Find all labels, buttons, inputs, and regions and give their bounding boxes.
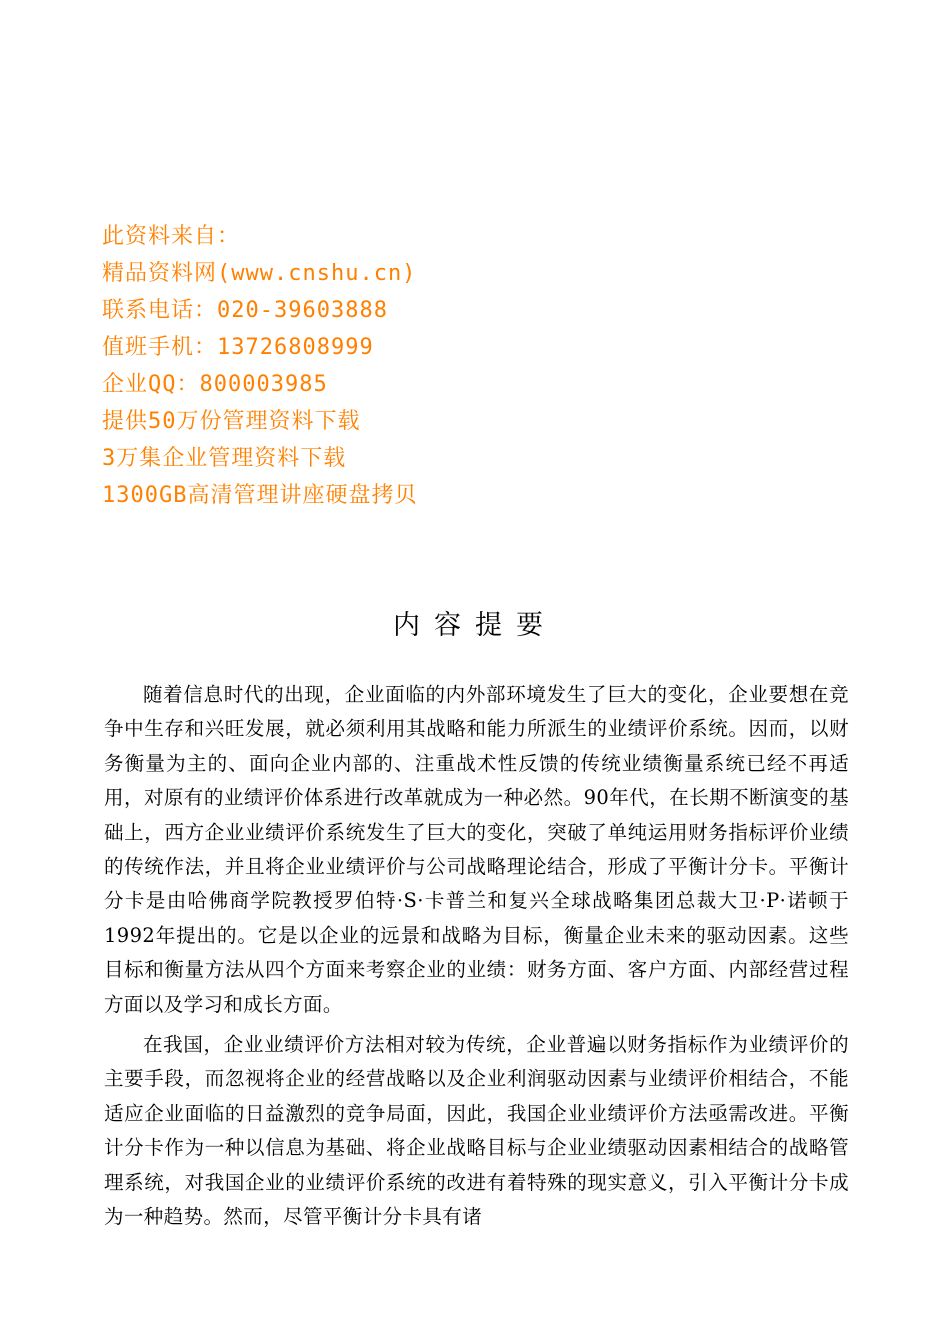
ad-line-phone: 联系电话：020-39603888 xyxy=(102,298,388,323)
source-ad-block xyxy=(102,218,622,514)
document-title: 内容提要 xyxy=(393,610,557,641)
body-paragraph: 在我国，企业业绩评价方法相对较为传统，企业普遍以财务指标作为业绩评价的主要手段，而忽视将企业的经营战略以及企业利润驱动因素与业绩评价相结合，不能适应企业面临的日益激烈的竞争局面，因此，我国企业业绩评价方法亟需改进。平衡计分卡作为一种以信息为基础、将企业战略目标与企业业绩驱动因素相结合的战略管理系统，对我国企业的业绩评价系统的改进有着特殊的现实意义，引入平衡计分卡成为一种趋势。然而，尽管平衡计分卡具有诸 xyxy=(104,1033,849,1229)
body-paragraph: 随着信息时代的出现，企业面临的内外部环境发生了巨大的变化，企业要想在竞争中生存和兴旺发展，就必须利用其战略和能力所派生的业绩评价系统。因而，以财务衡量为主的、面向企业内部的、注重战术性反馈的传统业绩衡量系统已经不再适用，对原有的业绩评价体系进行改革就成为一种必然。90年代，在长期不断演变的基础上，西方企业业绩评价系统发生了巨大的变化，突破了单纯运用财务指标评价业绩的传统作法，并且将企业业绩评价与公司战略理论结合，形成了平衡计分卡。平衡计分卡是由哈佛商学院教授罗伯特·S·卡普兰和复兴全球战略集团总裁大卫·P·诺顿于1992年提出的。它是以企业的远景和战略为目标，衡量企业未来的驱动因素。这些目标和衡量方法从四个方面来考察企业的业绩：财务方面、客户方面、内部经营过程方面以及学习和成长方面。 xyxy=(104,683,849,1016)
ad-line-qq: 企业QQ：800003985 xyxy=(102,372,328,397)
ad-line-offer-lectures: 1300GB高清管理讲座硬盘拷贝 xyxy=(102,483,418,508)
ad-line-offer-docs: 提供50万份管理资料下载 xyxy=(102,409,361,434)
ad-line-source-label: 此资料来自： xyxy=(102,224,241,249)
document-body xyxy=(104,678,849,1241)
ad-line-mobile: 值班手机：13726808999 xyxy=(102,335,374,360)
ad-line-website: 精品资料网(www.cnshu.cn) xyxy=(102,261,417,286)
ad-line-offer-videos: 3万集企业管理资料下载 xyxy=(102,446,347,471)
